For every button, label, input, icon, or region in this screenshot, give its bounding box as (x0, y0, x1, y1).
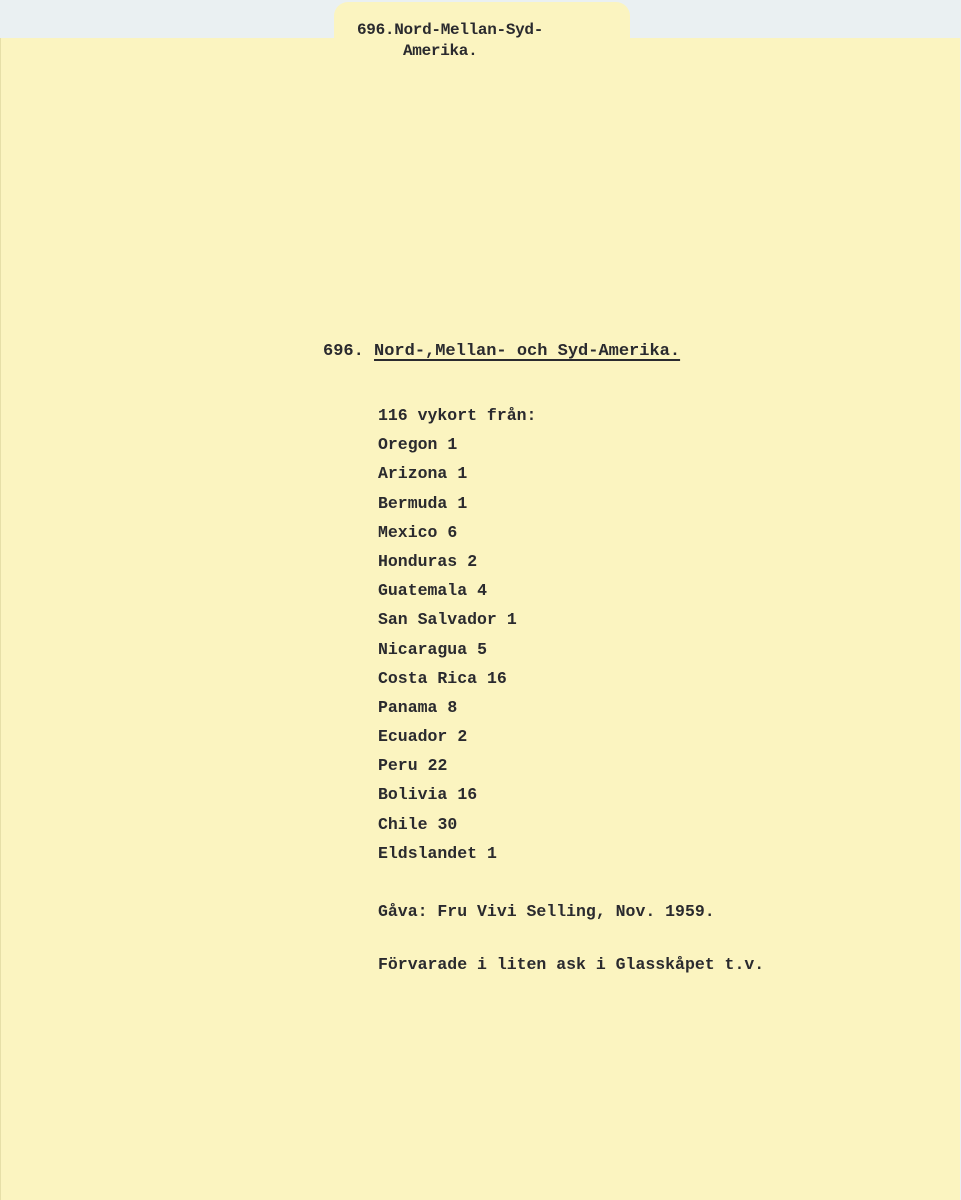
place-name: Eldslandet (378, 843, 478, 863)
place-name: Nicaragua (378, 639, 468, 659)
list-item (378, 810, 536, 839)
list-item (378, 722, 536, 751)
place-name: Ecuador (378, 727, 448, 747)
place-name: Panama (378, 697, 438, 717)
postcard-count: 1 (457, 464, 468, 484)
list-item (378, 664, 536, 693)
tab-label-line-1: 696.Nord-Mellan-Syd- (357, 21, 544, 39)
postcard-count: 16 (487, 668, 507, 688)
heading-number: 696. (323, 342, 364, 361)
heading-title: Nord-,Mellan- och Syd-Amerika. (374, 342, 681, 361)
list-item (378, 430, 536, 459)
place-name: Mexico (378, 522, 438, 542)
place-name: Peru (378, 756, 418, 776)
list-item (378, 605, 536, 634)
postcard-count: 16 (457, 785, 478, 805)
postcard-list (378, 401, 536, 868)
place-name: Arizona (378, 464, 448, 484)
list-item (378, 547, 536, 576)
place-name: Chile (378, 814, 428, 834)
postcard-count: 2 (457, 727, 468, 747)
list-item (378, 489, 536, 518)
postcard-count: 2 (467, 551, 478, 571)
place-name: Oregon (378, 435, 438, 455)
postcard-count: 1 (447, 435, 458, 455)
list-item (378, 459, 536, 488)
postcard-count: 1 (487, 843, 497, 863)
list-item (378, 635, 536, 664)
postcard-count: 30 (437, 814, 458, 834)
list-item (378, 780, 536, 809)
postcard-count: 6 (447, 522, 458, 542)
place-name: Costa Rica (378, 668, 478, 688)
gift-note: Gåva: Fru Vivi Selling, Nov. 1959. (378, 902, 715, 921)
list-item (378, 518, 536, 547)
list-item (378, 693, 536, 722)
list-intro: 116 vykort från: (378, 406, 537, 425)
postcard-count: 5 (477, 639, 488, 659)
place-name: Bermuda (378, 493, 448, 513)
storage-note: Förvarade i liten ask i Glasskåpet t.v. (378, 955, 765, 974)
place-name: Honduras (378, 551, 458, 571)
place-name: Guatemala (378, 581, 468, 601)
tab-label (357, 20, 543, 62)
postcard-count: 22 (427, 756, 448, 776)
tab-label-line-2: Amerika. (403, 42, 478, 60)
postcard-count: 1 (506, 610, 517, 630)
card-heading (323, 342, 680, 361)
place-name: San Salvador (378, 610, 497, 630)
list-item (378, 576, 536, 605)
place-name: Bolivia (378, 785, 448, 805)
list-item (378, 751, 536, 780)
postcard-count: 1 (457, 493, 468, 513)
list-item (378, 839, 536, 868)
postcard-count: 4 (477, 581, 488, 601)
postcard-count: 8 (447, 697, 458, 717)
